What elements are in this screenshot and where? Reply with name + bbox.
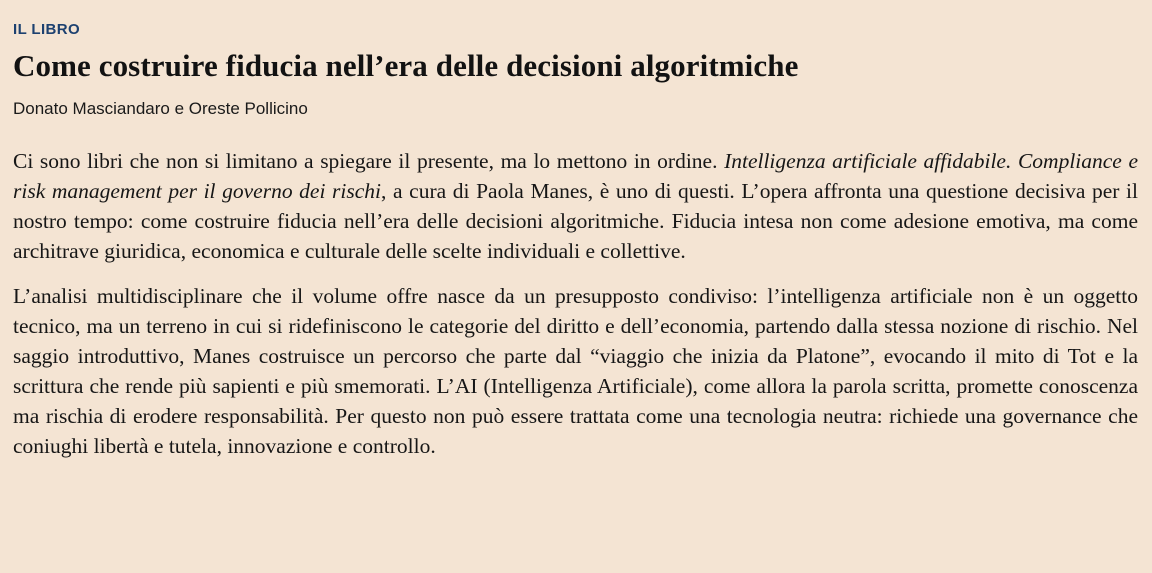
paragraph-text: , a cura di Paola Manes, è uno di questi. L’opera affronta una questione decisiva per il nostro tempo: come costruire fiducia nell’era delle decisioni algoritmiche. Fiducia intesa non come adesione emotiva, ma come architrave giuridica, economica e culturale delle scelte individuali e collettive. (13, 179, 1138, 264)
article-byline: Donato Masciandaro e Oreste Pollicino (13, 98, 308, 118)
paragraph-text: L’analisi multidisciplinare che il volume offre nasce da un presupposto condiviso: l’intelligenza artificiale non è un oggetto tecnico, ma un terreno in cui si ridefiniscono le categorie del diritto e dell’economia, partendo dalla stessa nozione di rischio. Nel saggio introduttivo, Manes costruisce un percorso che parte dal “viaggio che inizia da Platone”, evocando il mito di Tot e la scrittura che rende più sapienti e più smemorati. L’AI (Intelligenza Artificiale), come allora la parola scritta, promette conoscenza ma rischia di erodere responsabilità. Per questo non può essere trattata come una tecnologia neutra: richiede una governance che coniughi libertà e tutela, innovazione e controllo. (13, 284, 1138, 459)
paragraph-text: Ci sono libri che non si limitano a spiegare il presente, ma lo mettono in ordine. (13, 149, 725, 174)
section-kicker[interactable]: IL LIBRO (13, 21, 81, 38)
article-header (13, 21, 1138, 119)
article-paragraph (13, 146, 1138, 266)
article-title: Come costruire fiducia nell’era delle decisioni algoritmiche (13, 48, 799, 83)
article-paragraph (13, 281, 1138, 461)
book-title-italic: Intelligenza artificiale affidabile. Compliance e risk management per il governo dei rischi (13, 149, 1138, 204)
article-body (13, 146, 1138, 461)
